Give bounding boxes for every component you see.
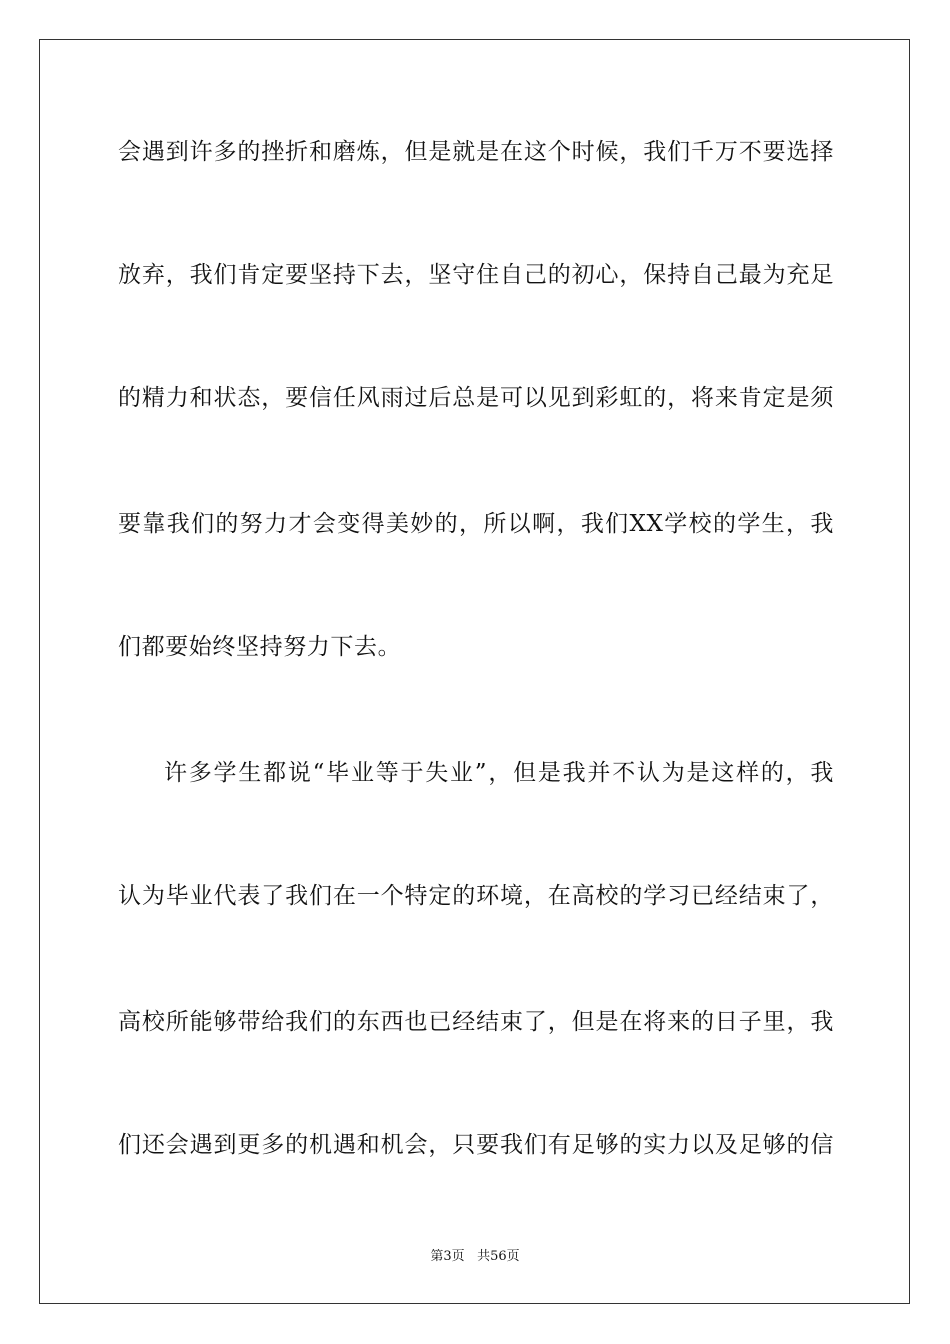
body-text-line: 们都要始终坚持努力下去。 [118, 634, 402, 660]
page-border [39, 39, 910, 1304]
paragraph-first-line: 许多学生都说“毕业等于失业”，但是我并不认为是这样的，我 [164, 760, 834, 786]
body-text-line: 放弃，我们肯定要坚持下去，坚守住自己的初心，保持自己最为充足 [118, 262, 834, 288]
body-text-line: 的精力和状态，要信任风雨过后总是可以见到彩虹的，将来肯定是须 [118, 385, 834, 411]
body-text-line: 会遇到许多的挫折和磨炼，但是就是在这个时候，我们千万不要选择 [118, 139, 834, 165]
body-text-line: 要靠我们的努力才会变得美妙的，所以啊，我们XX学校的学生，我 [118, 511, 834, 537]
body-text-line: 认为毕业代表了我们在一个特定的环境，在高校的学习已经结束了， [118, 883, 834, 909]
body-text-line: 们还会遇到更多的机遇和机会，只要我们有足够的实力以及足够的信 [118, 1132, 834, 1158]
page-footer [0, 1248, 950, 1266]
body-text-line: 高校所能够带给我们的东西也已经结束了，但是在将来的日子里，我 [118, 1009, 834, 1035]
page-number: 第3页 [430, 1249, 465, 1264]
page-total: 共56页 [477, 1249, 520, 1264]
